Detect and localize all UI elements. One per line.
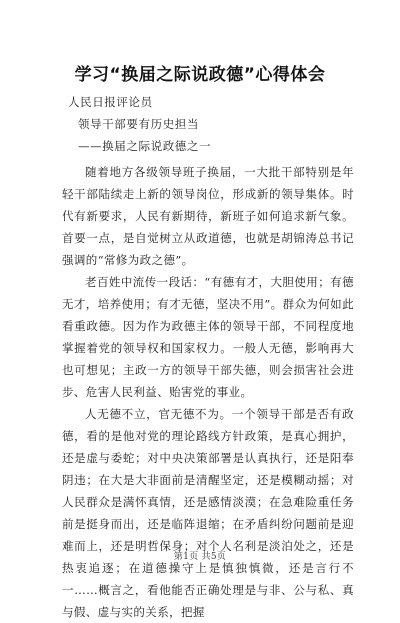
paragraph: 随着地方各级领导班子换届，一大批干部特别是年轻干部陆续走上新的领导岗位，形成新的领导集体。时代有新要求，人民有新期待，新班子如何追求新气象。首要一点，是自觉树立从政道德，也就是胡锦涛总书记强调的“常修为政之德”。 [62,165,354,267]
document-title: 学习“换届之际说政德”心得体会 [74,65,326,85]
paragraph: 人无德不立，官无德不为。一个领导干部是否有政德，看的是他对党的理论路线方针政策，是真心拥护，还是虚与委蛇；对中央决策部署是认真执行，还是阳奉阴违；在大是大非面前是清醒坚定，还是模糊动摇；对人民群众是满怀真情，还是感情淡漠；在急难险重任务前是挺身而出，还是临阵退缩；在矛盾纠纷问题前是迎难而上，还是明哲保身；对个人名利是淡泊处之，还是热衷追逐；在道德操守上是慎独慎微，还是言行不一……概言之，看他能否正确处理是与非、公与私、真与假、虚与实的关系，把握 [62,407,354,619]
series-subtitle: ——换届之际说政德之一 [78,139,212,153]
author-source: 人民日报评论员 [68,95,153,109]
article-heading: 领导干部要有历史担当 [78,117,199,131]
paragraph: 老百姓中流传一段话：“有德有才，大胆使用；有德无才，培养使用；有才无德，坚决不用”。群众为何如此看重政德。因为作为政德主体的领导干部，不同程度地掌握着党的领导权和国家权力。一般人无德，影响再大也可想见；主政一方的领导干部失德，则会损害社会进步、危害人民利益、贻害党的事业。 [62,275,354,399]
page-number: 第1页 共5页 [173,552,227,562]
